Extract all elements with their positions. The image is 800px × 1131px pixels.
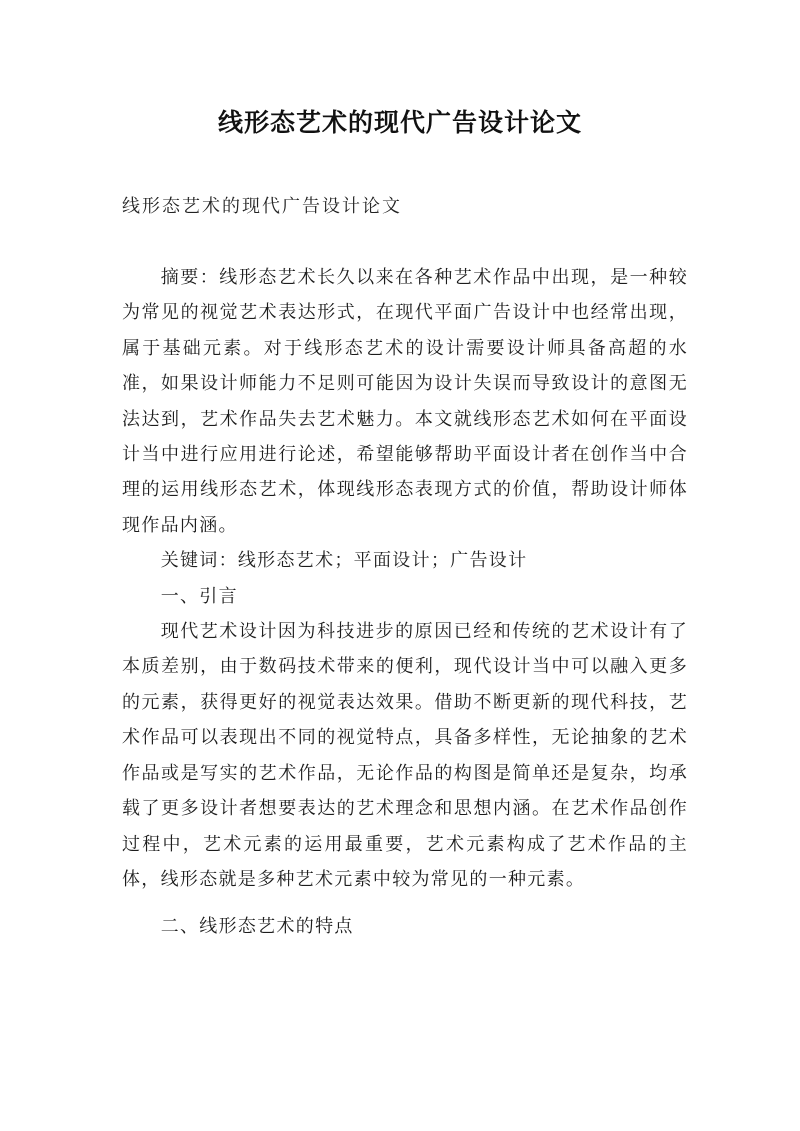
section-heading-introduction: 一、引言 [160,585,238,607]
document-subtitle: 线形态艺术的现代广告设计论文 [122,196,402,217]
introduction-paragraph: 现代艺术设计因为科技进步的原因已经和传统的艺术设计有了本质差别，由于数码技术带来的便利，现代设计当中可以融入更多的元素，获得更好的视觉表达效果。借助不断更新的现代科技，艺术作品可以表现出不同的视觉特点，具备多样性，无论抽象的艺术作品或是写实的艺术作品，无论作品的构图是简单还是复杂，均承载了更多设计者想要表达的艺术理念和思想内涵。在艺术作品创作过程中，艺术元素的运用最重要，艺术元素构成了艺术作品的主体，线形态就是多种艺术元素中较为常见的一种元素。 [122,621,688,890]
section-heading-features: 二、线形态艺术的特点 [160,916,354,938]
keywords-line: 关键词：线形态艺术；平面设计；广告设计 [160,550,528,572]
document-body [122,260,688,945]
abstract-paragraph: 摘要：线形态艺术长久以来在各种艺术作品中出现，是一种较为常见的视觉艺术表达形式，在现代平面广告设计中也经常出现，属于基础元素。对于线形态艺术的设计需要设计师具备高超的水准，如果设计师能力不足则可能因为设计失误而导致设计的意图无法达到，艺术作品失去艺术魅力。本文就线形态艺术如何在平面设计当中进行应用进行论述，希望能够帮助平面设计者在创作当中合理的运用线形态艺术，体现线形态表现方式的价值，帮助设计师体现作品内涵。 [122,267,688,536]
document-title: 线形态艺术的现代广告设计论文 [217,108,582,137]
